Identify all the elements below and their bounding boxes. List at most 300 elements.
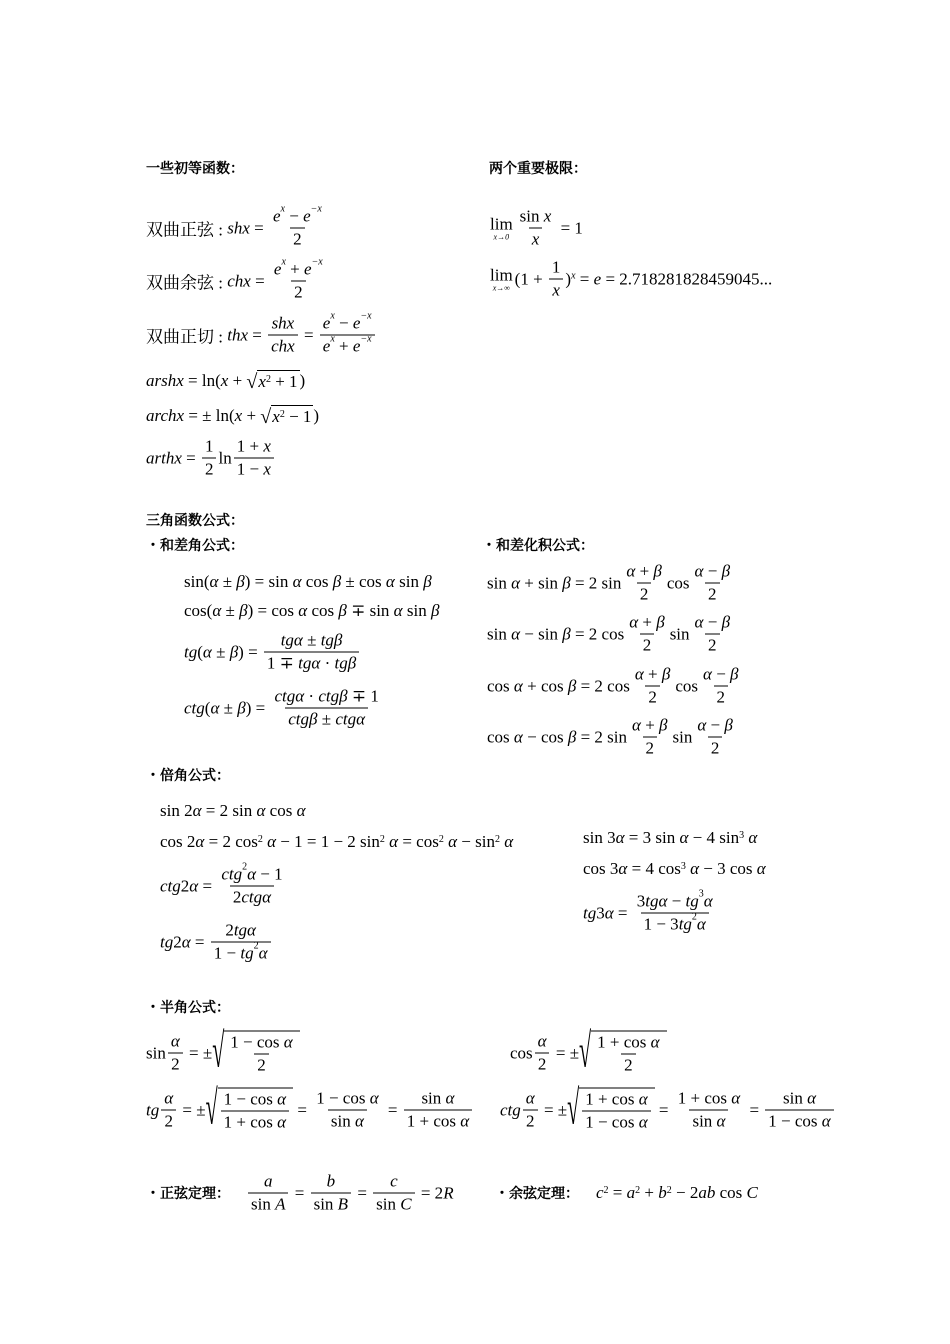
math-text: 2 [164,1111,173,1131]
math-variable: α [513,727,523,746]
math-variable: thx [227,325,249,344]
formula-cos-triple [583,859,766,879]
math-variable: α [192,801,202,820]
math-variable: e [303,206,311,226]
formula-sum-product-3 [487,665,744,708]
sqrt-radicand [218,1088,293,1133]
fraction-numerator [517,207,555,228]
math-text: 2 [294,282,303,302]
math-text: 1 − cos [223,1089,278,1109]
math-text: = 2 sin [576,727,628,746]
math-text: ∓ sin [346,601,394,620]
math-fraction [373,1172,414,1215]
math-variable: α [283,1032,293,1052]
math-text: = [299,325,318,344]
math-text: − 3 cos [699,859,757,878]
math-text: 1 − 3 [643,914,679,934]
math-sqrt [212,1022,300,1078]
math-text: ln [218,448,232,467]
math-variable: tg [184,642,198,661]
math-text: = ± [551,1043,580,1062]
math-text: sin [421,1088,446,1108]
math-text: ( [197,642,203,661]
fraction-numerator [634,888,716,913]
fraction-denominator [637,583,652,605]
math-superscript: 3 [739,829,745,841]
formula-arshx [146,370,305,392]
formula-cosine-law [596,1183,758,1203]
math-variable: β [656,612,665,632]
math-variable: chx [227,271,251,290]
math-text: ) = cos [247,601,299,620]
math-variable: tgβ [320,630,343,650]
math-text: = [293,1100,312,1119]
math-text: cos [265,801,297,820]
math-variable: α [445,1088,455,1108]
math-variable: e [593,269,602,288]
math-variable: α [292,572,302,591]
fraction-numerator [629,716,671,737]
math-text: ∓ 1 [347,686,379,706]
fraction-denominator [714,686,729,708]
math-variable: β [567,727,577,746]
fraction-denominator [582,1111,650,1133]
math-fraction [271,256,326,303]
math-variable: α [703,891,713,911]
math-text: 2 [537,1054,547,1074]
heading-important-limits: 两个重要极限： [489,161,587,177]
math-variable: archx [146,406,185,425]
math-variable: α [164,1088,174,1108]
math-superscript: 2 [691,911,697,923]
math-variable: C [400,1194,412,1214]
fraction-denominator [689,1110,728,1132]
math-text: 2 [257,1055,266,1075]
math-fraction [161,1089,176,1132]
fraction-numerator [269,314,298,335]
math-text: ) [313,406,320,425]
math-limit [490,266,513,293]
math-text: cos( [184,601,213,620]
fraction-denominator [640,634,655,656]
formula-ctg-half [500,1079,836,1135]
math-text: = [654,1100,673,1119]
fraction-numerator [234,437,274,458]
fraction-denominator [248,1193,288,1215]
math-text: cos [487,676,514,695]
math-variable: shx [271,313,295,333]
math-text: ± [218,572,237,591]
heading-elementary-functions: 一些初等函数： [146,161,244,177]
formula-tg-triple [583,888,718,935]
limit-subscript: x→∞ [492,283,510,293]
math-text: − sin [520,624,563,643]
fraction-denominator [328,1110,367,1132]
formula-arthx [146,437,276,480]
math-variable: x [531,229,540,249]
math-text: = ± [184,1043,213,1062]
math-fraction [692,613,734,656]
math-variable: α [638,1112,648,1132]
math-variable: b [658,1183,667,1202]
math-fraction [694,716,736,759]
math-text: 1 − [213,943,241,963]
math-text: + [638,612,657,632]
math-variable: tgβ [334,653,357,673]
math-text: = 2 cos [570,624,625,643]
sqrt-radicand [224,1031,299,1076]
math-text: = ± [539,1100,568,1119]
math-text: sin [672,727,693,746]
math-text: = 3 sin [624,828,680,847]
formula-shx [146,203,327,250]
math-text: = 2 sin [201,801,257,820]
math-text: − [285,206,304,226]
math-text: sin( [184,572,210,591]
math-fraction [700,665,742,708]
math-text: = [250,271,269,290]
formula-sine-law [246,1172,454,1215]
math-fraction [632,665,674,708]
math-text: = [613,903,632,922]
math-text: cos 2 [160,832,196,851]
math-variable: C [746,1183,758,1202]
fraction-numerator [692,613,734,634]
math-variable: ctg [184,698,205,717]
math-text: 1 − [236,459,264,479]
math-limit [490,215,513,242]
math-variable: α [189,876,199,895]
math-variable: α [694,612,704,632]
math-fraction [535,1032,550,1075]
math-variable: α [460,1111,470,1131]
math-text: 双曲正切 : [146,327,228,347]
fraction-numerator [780,1089,819,1110]
math-text: ) = [238,642,262,661]
math-text: 2 [639,584,649,604]
fraction-numerator [222,921,259,942]
fraction-numerator [221,1090,289,1111]
math-text: 2 [232,887,242,907]
math-superscript: 2 [253,940,259,952]
fraction-numerator [320,310,375,335]
math-variable: α [202,642,212,661]
math-text: 双曲余弦 : [146,273,228,293]
math-text: − cos [522,727,568,746]
math-variable: α [212,601,222,620]
math-text: = 2 sin [570,573,622,592]
math-text: ) = [245,698,270,717]
math-text: + [334,336,353,356]
math-variable: x [263,459,271,479]
math-superscript: −x [311,256,323,268]
fraction-denominator [765,1110,833,1132]
fraction-numerator [168,1032,183,1053]
math-text: ± [211,642,230,661]
math-variable: α [634,664,644,684]
math-text: = [181,448,200,467]
math-fraction [270,203,325,250]
math-variable: e [273,259,282,279]
math-variable: ctg [221,864,243,884]
math-variable: ctg [160,876,181,895]
math-fraction [227,1033,295,1076]
math-variable: β [229,642,239,661]
math-superscript: 3 [680,860,686,872]
math-text: 1 + cos [597,1032,651,1052]
math-text: = [248,325,267,344]
math-variable: shx [227,218,250,237]
math-variable: α [267,832,277,851]
math-variable: α [696,914,706,934]
math-variable: α [604,903,614,922]
math-text: 2 [710,738,720,758]
math-text: 2 [225,920,234,940]
math-text: 2 [642,635,652,655]
formula-sum-product-4 [487,716,738,759]
fraction-numerator [675,1089,743,1110]
math-variable: a [263,1171,273,1191]
math-text: + [635,561,654,581]
math-variable: x [234,406,243,425]
math-text: 2 [716,687,725,707]
math-text: cos [510,1043,533,1062]
math-variable: α [629,612,639,632]
sqrt-radicand [271,405,313,427]
math-variable: β [721,612,731,632]
fraction-denominator [320,335,375,357]
math-fraction [404,1089,472,1132]
math-text: = [290,1183,309,1202]
fraction-numerator [202,437,217,458]
math-text: = 2 [416,1183,444,1202]
fraction-numerator [523,1089,538,1110]
math-variable: c [596,1183,604,1202]
math-text: sin [376,1194,401,1214]
limit-subscript: x→0 [493,232,510,242]
math-text: ( [204,698,211,717]
math-variable: α [296,801,306,820]
formula-chx [146,256,328,303]
math-variable: α [615,828,625,847]
fraction-denominator [161,1110,176,1132]
math-variable: ctgβ [288,709,318,729]
formula-archx [146,405,319,427]
fraction-numerator [271,256,326,281]
heading-cosine-law: ・余弦定理： [495,1186,579,1202]
math-variable: α [756,859,766,878]
math-fraction [594,1033,662,1076]
math-variable: tg [678,914,692,934]
math-text: 1 − cos [585,1112,639,1132]
math-superscript: −x [310,203,322,215]
math-text: 3 [636,891,646,911]
math-variable: R [443,1183,454,1202]
fraction-numerator [261,1172,276,1193]
math-text: sin [402,601,431,620]
math-fraction [582,1090,650,1133]
math-variable: β [562,624,571,643]
math-text: (1 + [514,269,547,288]
math-text: − [703,612,722,632]
math-superscript: 2 [494,833,500,845]
math-variable: α [209,572,219,591]
math-variable: e [352,336,361,356]
limit-operator: lim [490,265,513,285]
math-text: = cos [398,832,439,851]
heading-half-angle: ・半角公式： [146,1000,230,1016]
math-text: 3 [596,903,605,922]
math-variable: α [170,1031,180,1051]
fraction-denominator [705,583,720,605]
fraction-denominator [211,942,271,964]
math-fraction [268,314,298,357]
formula-sin-triple [583,828,757,848]
math-sqrt [205,1079,294,1135]
math-variable: α [195,832,205,851]
math-variable: tg [146,1100,160,1119]
fraction-numerator [161,1089,176,1110]
math-variable: x [543,206,552,226]
math-fraction [271,687,381,730]
math-variable: α [731,1088,741,1108]
math-fraction [549,258,564,301]
math-text: − 4 sin [688,828,740,847]
math-variable: α [355,1111,364,1131]
math-variable: x [272,407,280,426]
math-text: = ± ln( [184,406,235,425]
math-text: + [640,1183,659,1202]
math-text: 2 [526,1111,535,1131]
fraction-denominator [221,1111,289,1133]
math-variable: tgα [645,891,668,911]
math-variable: tgα [280,630,303,650]
math-fraction [626,613,668,656]
formula-sin-sum [184,572,432,592]
math-text: + [228,371,247,390]
heading-sum-to-product: ・和差化积公式： [482,538,594,554]
fraction-numerator [270,203,325,228]
math-variable: e [322,313,331,333]
fraction-numerator [271,687,381,708]
math-variable: arthx [146,448,182,467]
math-variable: α [626,561,636,581]
math-variable: x [258,372,266,391]
math-text: + 1 [270,372,298,391]
fraction-denominator [168,1053,183,1075]
math-variable: tg [240,943,254,963]
fraction-denominator [285,708,368,730]
math-variable: tgα [298,653,321,673]
math-superscript: 2 [635,1184,641,1196]
math-text: ) [299,371,306,390]
math-text: sin [313,1194,338,1214]
math-text: = 2 cos [204,832,258,851]
math-fraction [313,1089,381,1132]
math-superscript: 2 [438,833,444,845]
math-text: · [304,686,319,706]
math-text: ± [302,630,321,650]
fraction-denominator [230,886,274,908]
math-superscript: x [280,203,285,215]
formula-ctg-double [160,861,288,908]
math-fraction [248,1172,288,1215]
fraction-denominator [645,686,660,708]
math-variable: α [256,801,266,820]
math-text: 2 [645,738,655,758]
limit-operator: lim [490,214,513,234]
math-text: cos [301,572,333,591]
math-superscript: x [571,270,576,282]
math-text: ) [565,269,572,288]
math-fraction [202,437,217,480]
math-variable: α [448,832,458,851]
math-variable: e [352,313,361,333]
math-text: 2 [648,687,657,707]
math-variable: ctgα [241,887,272,907]
math-text: sin [394,572,424,591]
math-variable: e [322,336,331,356]
math-text: sin [782,1088,808,1108]
math-text: 1 [204,436,214,456]
math-variable: ctgα [335,709,366,729]
fraction-numerator [535,1032,550,1053]
math-text: 1 [551,257,561,277]
math-variable: β [332,572,342,591]
math-variable: tg [160,932,174,951]
fraction-numerator [626,613,668,634]
formula-cos-sum [184,601,439,621]
math-sqrt [260,405,313,427]
math-superscript: 2 [265,373,271,385]
math-superscript: 2 [379,833,385,845]
math-text: + [285,259,305,279]
math-variable: β [730,664,739,684]
math-superscript: 2 [666,1184,672,1196]
formula-cos-double [160,832,513,852]
math-text: − 1 [284,407,312,426]
formula-ctg-sum [184,687,384,730]
math-text: 2 [171,1054,180,1074]
math-text: + [242,406,261,425]
math-text: = [249,218,268,237]
math-text: − [706,715,725,735]
math-variable: α [807,1088,817,1108]
math-variable: α [369,1088,379,1108]
math-variable: x [552,280,560,300]
math-variable: x [220,371,229,390]
math-superscript: x [330,333,335,345]
math-text: + [643,664,662,684]
math-text: 1 ∓ [266,653,299,673]
math-variable: α [703,664,712,684]
math-sqrt [567,1079,655,1135]
math-superscript: 2 [279,408,285,420]
fraction-numerator [418,1089,457,1110]
fraction-numerator [582,1090,650,1111]
math-text: − [703,561,722,581]
fraction-denominator [708,737,723,759]
math-variable: β [721,561,731,581]
fraction-numerator [227,1033,295,1054]
fraction-denominator [234,458,274,480]
formula-tg-double [160,921,273,964]
math-text: ± [219,698,238,717]
math-fraction [623,562,665,605]
math-text: + sin [520,573,563,592]
formula-tg-half [146,1079,474,1135]
math-text: cos [307,601,339,620]
